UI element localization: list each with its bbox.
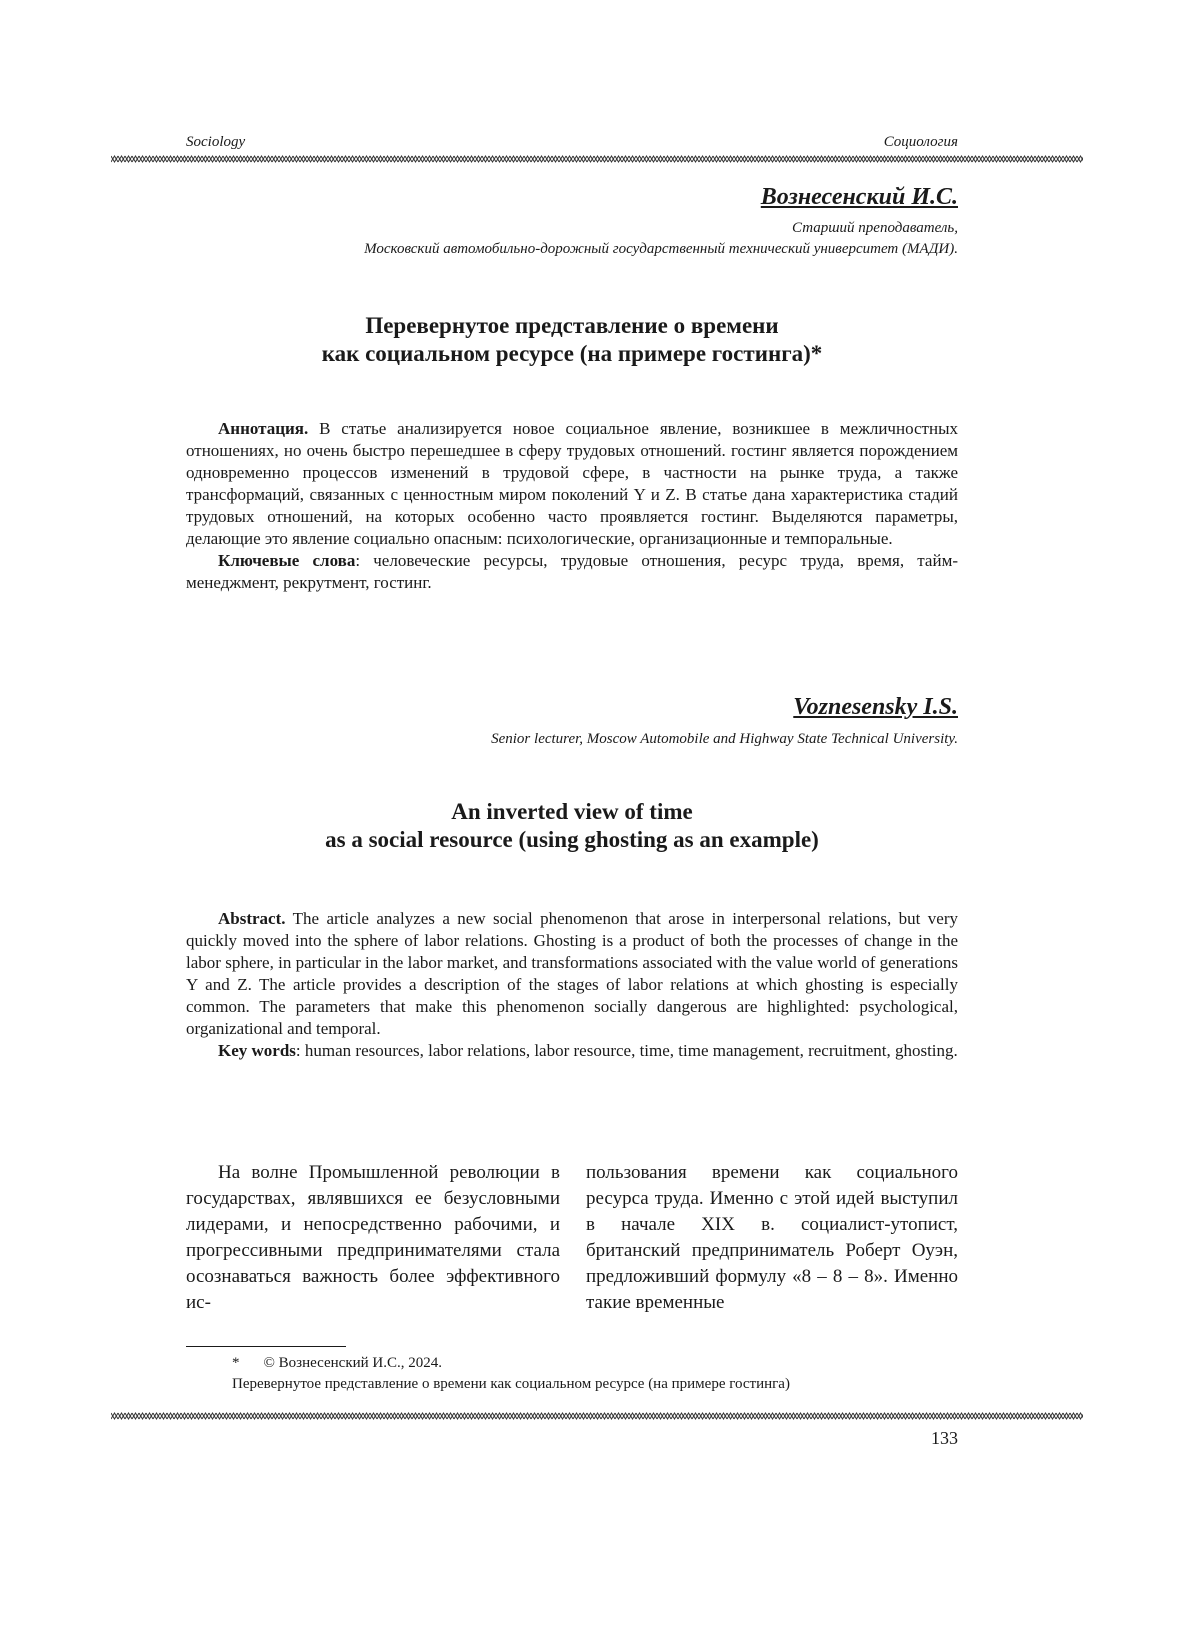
title-en bbox=[186, 798, 958, 854]
bottom-ornament-rule bbox=[111, 1411, 1083, 1421]
abstract-ru bbox=[186, 418, 958, 594]
abstract-en bbox=[186, 908, 958, 1062]
top-ornament-rule bbox=[111, 154, 1083, 164]
keywords-ru-label: Ключевые слова bbox=[218, 551, 356, 570]
author-ru: Вознесенский И.С. bbox=[760, 184, 958, 210]
running-head-right: Социология bbox=[883, 134, 958, 150]
affiliation-en: Senior lecturer, Moscow Automobile and Highway State Technical University. bbox=[491, 731, 958, 747]
title-en-line1: An inverted view of time bbox=[451, 799, 693, 824]
author-en: Voznesensky I.S. bbox=[793, 694, 958, 720]
affiliation-ru-line1: Старший преподаватель, bbox=[792, 220, 958, 236]
keywords-en-text: : human resources, labor relations, labor resource, time, time management, recruitment, ghosting. bbox=[295, 1041, 958, 1060]
title-ru-line2: как социальном ресурсе (на примере гостинга)* bbox=[321, 341, 823, 366]
keywords-ru-text: : человеческие ресурсы, трудовые отношения, ресурс труда, время, тайм-менеджмент, рекрутмент, гостинг. bbox=[186, 551, 958, 592]
affiliation-ru bbox=[158, 218, 958, 260]
running-head-left: Sociology bbox=[186, 134, 246, 150]
body-col2-text: пользования времени как социального ресурса труда. Именно с этой идей выступил в начале XIX в. социалист-утопист, британский предприниматель Роберт Оуэн, предложивший формулу «8 – 8 – 8». Именно такие временные bbox=[586, 1162, 958, 1313]
footnote-marker: * bbox=[232, 1355, 240, 1371]
abstract-ru-label: Аннотация. bbox=[218, 419, 309, 438]
footnote-line2: Перевернутое представление о времени как социальном ресурсе (на примере гостинга) bbox=[232, 1376, 790, 1392]
keywords-en-label: Key words bbox=[218, 1041, 296, 1060]
abstract-ru-text: В статье анализируется новое социальное явление, возникшее в межличностных отношениях, но очень быстро перешедшее в сферу трудовых отношений. гостинг является порождением одновременно процессов изменений в трудовой сфере, в частности на рынке труда, а также трансформаций, связанных с ценностным миром поколений Y и Z. В статье дана характеристика стадий трудовых отношений, на которых особенно часто проявляется гостинг. Выделяются параметры, делающие это явление социально опасным: психологические, организационные и темпоральные. bbox=[186, 419, 958, 548]
abstract-en-label: Abstract. bbox=[218, 909, 286, 928]
body-column-right bbox=[586, 1160, 958, 1316]
body-column-left bbox=[186, 1160, 560, 1316]
footnote-line1: © Вознесенский И.С., 2024. bbox=[263, 1355, 442, 1371]
page-number: 133 bbox=[931, 1428, 958, 1448]
abstract-en-text: The article analyzes a new social phenomenon that arose in interpersonal relations, but very quickly moved into the sphere of labor relations. Ghosting is a product of both the processes of change in the labor sphere, in particular in the labor market, and transformations associated with the value world of generations Y and Z. The article provides a description of the stages of labor relations at which ghosting is especially common. The parameters that make this phenomenon socially dangerous are highlighted: psychological, organizational and temporal. bbox=[186, 909, 958, 1038]
footnote bbox=[232, 1353, 790, 1395]
body-col1-text: На волне Промышленной революции в государствах, являвшихся ее безусловными лидерами, и непосредственно рабочими, и прогрессивными предпринимателями стала осознаваться важность более эффективного ис- bbox=[186, 1162, 560, 1313]
title-ru-line1: Перевернутое представление о времени bbox=[365, 313, 779, 338]
affiliation-ru-line2: Московский автомобильно-дорожный государственный технический университет (МАДИ). bbox=[364, 241, 958, 257]
footnote-rule bbox=[186, 1346, 346, 1347]
title-ru bbox=[186, 312, 958, 368]
title-en-line2: as a social resource (using ghosting as an example) bbox=[325, 827, 819, 852]
